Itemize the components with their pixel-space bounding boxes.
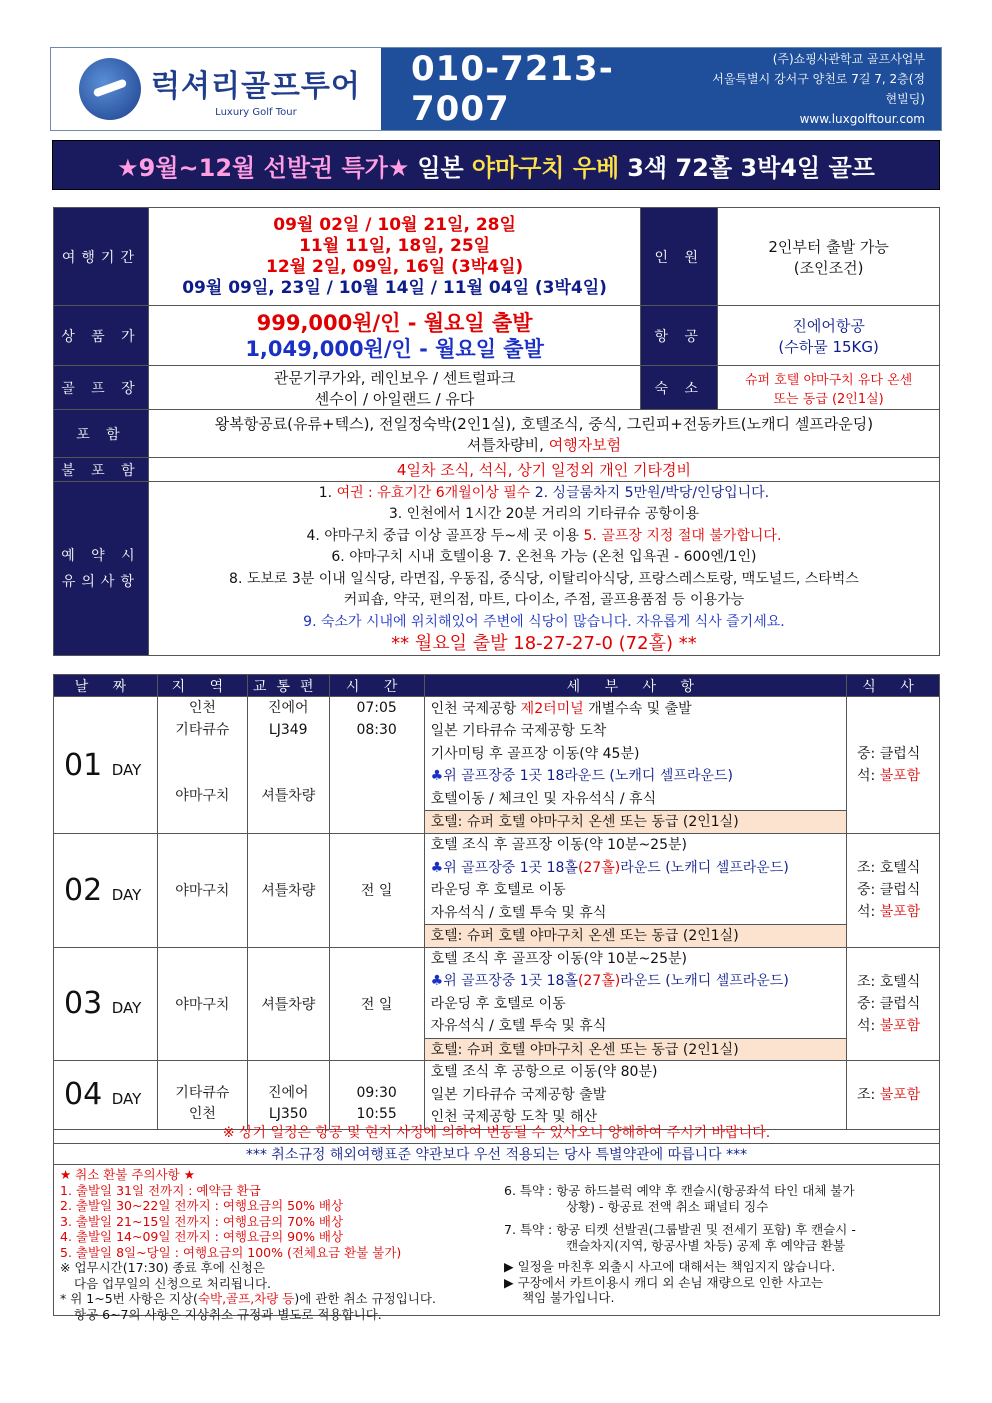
period-value: 09월 02일 / 10월 21일, 28일 11월 11일, 18일, 25일 12월 2일, 09일, 16일 (3박4일) 09월 09일, 23일 / 10월 14일 / 11월 04일 (3박4일) xyxy=(148,208,640,306)
cancel-rule-notice: *** 취소규정 해외여행표준 약관보다 우선 적용되는 당사 특별약관에 따릅니다 *** xyxy=(54,1143,940,1164)
title-package: 3색 72홀 3박4일 골프 xyxy=(627,153,875,182)
golf-label: 골 프 장 xyxy=(54,366,149,410)
header-banner xyxy=(50,47,942,131)
info-table xyxy=(53,207,940,656)
company-address: 서울특별시 강서구 양천로 7길 7, 2층(정현빌딩) xyxy=(712,72,925,106)
exclude-label: 불 포 함 xyxy=(54,458,149,482)
notice-label: 예 약 시 유의사항 xyxy=(54,482,149,656)
air-value: 진에어항공 (수하물 15KG) xyxy=(718,306,940,366)
people-value: 2인부터 출발 가능 (조인조건) xyxy=(718,208,940,306)
stay-label: 숙 소 xyxy=(641,366,718,410)
title-country: 일본 xyxy=(417,153,464,182)
table-row xyxy=(54,1061,940,1130)
refund-left: ★ 취소 환불 주의사항 ★ 1. 출발일 31일 전까지 : 예약금 환급 2. 출발일 30~22일 전까지 : 여행요금의 50% 배상 3. 출발일 21~15일 전까지 : 여행요금의 70% 배상 4. 출발일 14~09일 전까지 : 여행요금의 90% 배상 5. 출발일 8일~당일 : 여행요금의 100% (전체요금 환불 불가) ※ 업무시간(17:30) 종료 후에 신청은 다음 업무일의 신청으로 처리됩니다. * 위 1~5번 사항은 지상(숙박,골프,차량 등)에 관한 취소 규정입니다. 항공 6~7의 사항은 지상취소 규정과 별도로 적용합니다. xyxy=(60,1167,436,1322)
day-4-region: 기타큐슈 인천 xyxy=(157,1061,247,1130)
stay-value: 슈퍼 호텔 야마구치 유다 온센 또는 동급 (2인1실) xyxy=(718,366,940,410)
header-region: 지 역 xyxy=(157,675,247,697)
day-4-time: 09:30 10:55 xyxy=(329,1061,424,1130)
refund-right: 6. 특약 : 항공 하드블럭 예약 후 캔슬시(항공좌석 타인 대체 불가 상황) - 항공료 전액 취소 패널티 징수 7. 특약 : 항공 티켓 선발권(그룹발권 및 전세기 포함) 후 캔슬시 - 캔슬차지(지역, 항공사별 차등) 공제 후 예약금 환불 ▶ 일정을 마친후 외출시 사고에 대해서는 책임지지 않습니다. ▶ 구장에서 카트이용시 캐디 외 손님 재량으로 인한 사고는 책임 불가입니다. xyxy=(504,1183,856,1305)
header-date: 날 짜 xyxy=(54,675,158,697)
day-1-region: 인천 기타큐슈 야마구치 xyxy=(157,697,247,834)
refund-policy xyxy=(53,1164,940,1322)
header-time: 시 간 xyxy=(329,675,424,697)
company-name: (주)쇼핑사관학교 골프사업부 xyxy=(772,52,925,66)
phone-number: 010-7213-7007 xyxy=(411,49,614,129)
day-1-details: 인천 국제공항 제2터미널 개별수속 및 출발 일본 기타큐슈 국제공항 도착 기사미팅 후 골프장 이동(약 45분) ♣위 골프장중 1곳 18라운드 (노캐디 셀프라운드) 호텔이동 / 체크인 및 자유석식 / 휴식 호텔: 슈퍼 호텔 야마구치 온센 또는 동급 (2인1실) xyxy=(424,697,846,834)
table-row xyxy=(54,834,940,948)
day-2: 02 DAY xyxy=(54,834,158,948)
day-3-meal: 조: 호텔식 중: 클럽식 석: 불포함 xyxy=(847,947,940,1061)
day-2-details: 호텔 조식 후 골프장 이동(약 10분~25분) ♣위 골프장중 1곳 18홀(27홀)라운드 (노캐디 셀프라운드) 라운딩 후 호텔로 이동 자유석식 / 호텔 투숙 및 휴식 호텔: 슈퍼 호텔 야마구치 온센 또는 동급 (2인1실) xyxy=(424,834,846,948)
include-value: 왕복항공료(유류+텍스), 전일정숙박(2인1실), 호텔조식, 중식, 그린피+전동카트(노캐디 셀프라운딩) 셔틀차량비, 여행자보험 xyxy=(148,410,939,458)
day-1-transport: 진에어 LJ349 셔틀차량 xyxy=(247,697,329,834)
logo-text: 럭셔리골프투어 xyxy=(151,68,361,104)
title-promo: ★9월~12월 선발권 특가★ xyxy=(117,153,410,182)
day-1-meal: 중: 클럽식 석: 불포함 xyxy=(847,697,940,834)
day-2-time: 전 일 xyxy=(329,834,424,948)
price-label: 상 품 가 xyxy=(54,306,149,366)
include-label: 포 함 xyxy=(54,410,149,458)
day-2-transport: 셔틀차량 xyxy=(247,834,329,948)
header-details: 세 부 사 항 xyxy=(424,675,846,697)
day-4-details: 호텔 조식 후 공항으로 이동(약 80분) 일본 기타큐슈 국제공항 출발 인천 국제공항 도착 및 해산 xyxy=(424,1061,846,1130)
day-1: 01 DAY xyxy=(54,697,158,834)
day-3-region: 야마구치 xyxy=(157,947,247,1061)
logo xyxy=(51,48,381,130)
logo-subtitle: Luxury Golf Tour xyxy=(215,106,297,118)
page-title xyxy=(52,140,940,190)
price-value: 999,000원/인 - 월요일 출발 1,049,000원/인 - 월요일 출발 xyxy=(148,306,640,366)
title-region: 야마구치 우베 xyxy=(471,153,620,182)
day-1-time: 07:05 08:30 xyxy=(329,697,424,834)
header-transport: 교통편 xyxy=(247,675,329,697)
day-4-transport: 진에어 LJ350 xyxy=(247,1061,329,1130)
change-notice: ※ 상기 일정은 항공 및 현지 사정에 의하여 변동될 수 있사오니 양해하여 주시기 바랍니다. xyxy=(54,1122,940,1143)
air-label: 항 공 xyxy=(641,306,718,366)
day-2-region: 야마구치 xyxy=(157,834,247,948)
day-3-details: 호텔 조식 후 골프장 이동(약 10분~25분) ♣위 골프장중 1곳 18홀(27홀)라운드 (노캐디 셀프라운드) 라운딩 후 호텔로 이동 자유석식 / 호텔 투숙 및 휴식 호텔: 슈퍼 호텔 야마구치 온센 또는 동급 (2인1실) xyxy=(424,947,846,1061)
schedule-table xyxy=(53,674,940,1130)
table-row xyxy=(54,697,940,834)
people-label: 인 원 xyxy=(641,208,718,306)
header-meal: 식 사 xyxy=(847,675,940,697)
day-3: 03 DAY xyxy=(54,947,158,1061)
day-3-transport: 셔틀차량 xyxy=(247,947,329,1061)
notes-table xyxy=(53,1122,940,1165)
exclude-value: 4일차 조식, 석식, 상기 일정외 개인 기타경비 xyxy=(148,458,939,482)
golf-value: 관문기쿠가와, 레인보우 / 센트럴파크 센수이 / 아일랜드 / 유다 xyxy=(148,366,640,410)
period-label: 여행기간 xyxy=(54,208,149,306)
day-4: 04 DAY xyxy=(54,1061,158,1130)
notice-value: 1. 여권 : 유효기간 6개월이상 필수 2. 싱글룸차지 5만원/박당/인당입니다. 3. 인천에서 1시간 20분 거리의 기타큐슈 공항이용 4. 야마구치 중급 이상 골프장 두~세 곳 이용 5. 골프장 지정 절대 불가합니다. 6. 야마구치 시내 호텔이용 7. 온천욕 가능 (온천 입욕권 - 600엔/1인) 8. 도보로 3분 이내 일식당, 라면집, 우동집, 중식당, 이탈리아식당, 프랑스레스토랑, 맥도널드, 스타벅스 커피숍, 약국, 편의점, 마트, 다이소, 주점, 골프용품점 등 이용가능 9. 숙소가 시내에 위치해있어 주변에 식당이 많습니다. 자유롭게 식사 즐기세요. ** 월요일 출발 18-27-27-0 (72홀) ** xyxy=(148,482,939,656)
golf-airplane-logo-icon xyxy=(79,58,141,120)
website: www.luxgolftour.com xyxy=(799,112,925,126)
table-row xyxy=(54,947,940,1061)
day-3-time: 전 일 xyxy=(329,947,424,1061)
day-2-meal: 조: 호텔식 중: 클럽식 석: 불포함 xyxy=(847,834,940,948)
day-4-meal: 조: 불포함 xyxy=(847,1061,940,1130)
